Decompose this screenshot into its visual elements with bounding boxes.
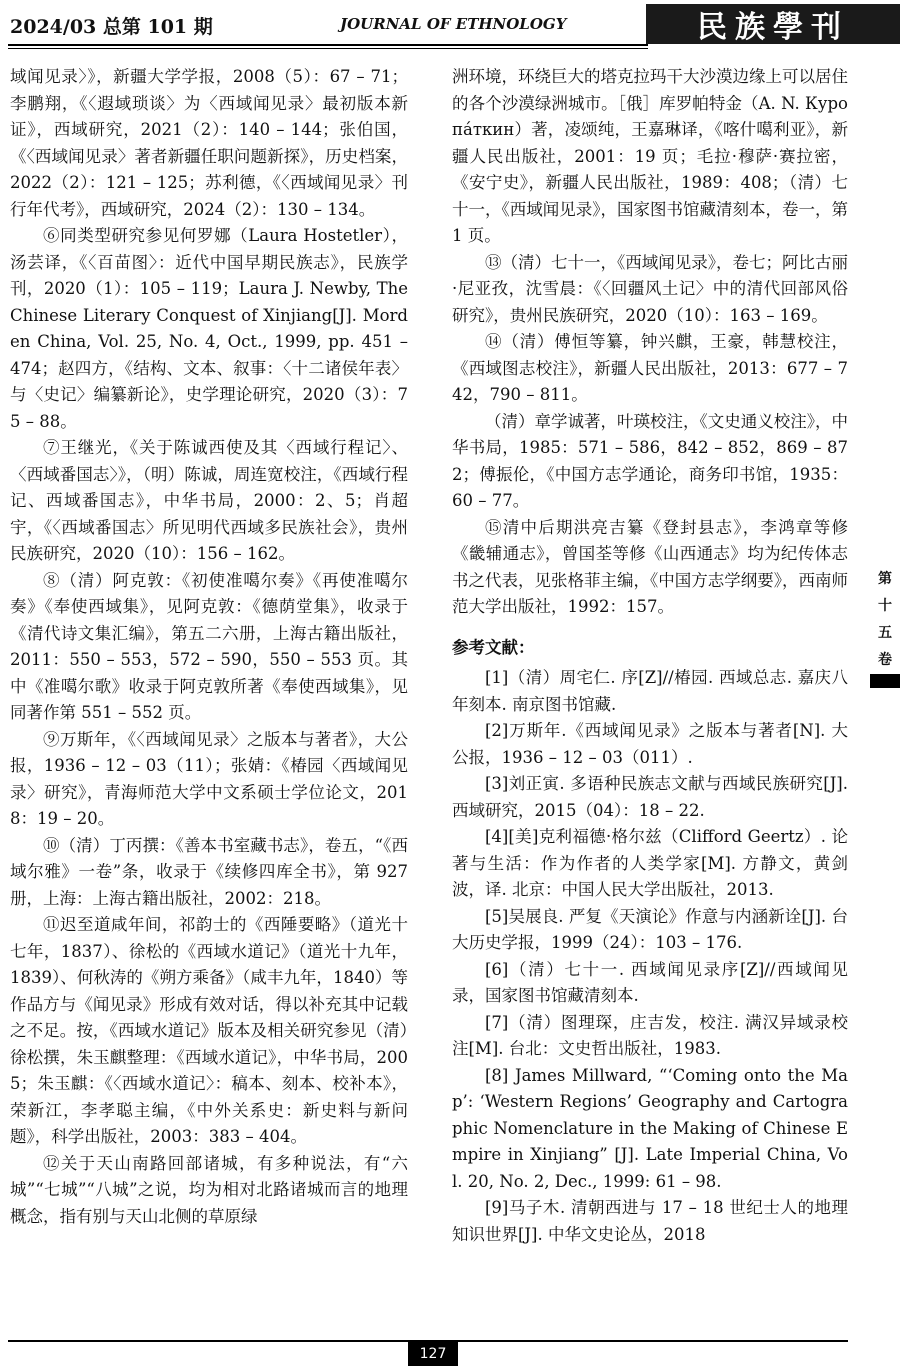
side-tab-bar — [870, 674, 900, 688]
header-rule-thin — [8, 48, 648, 49]
page-number: 127 — [408, 1342, 458, 1366]
reference-item: [5]吴展良. 严复《天演论》作意与内涵新诠[J]. 台大历史学报，1999（24）：103 – 176. — [452, 906, 848, 952]
issue-info: 2024/03 总第 101 期 — [10, 16, 213, 38]
left-column — [10, 64, 408, 1230]
footnote-paragraph: ⑥同类型研究参见何罗娜（Laura Hostetler），汤芸译，《〈百苗图〉：近代中国早期民族志》，民族学刊，2020（1）：105 – 119；Laura J. Newby, The Chinese Literary Conquest of Xinjiang[J]. Morden China, Vol. 25, No. 4, Oct., 1999, pp. 451 – 474；赵四方，《结构、文本、叙事：〈十二诸侯年表〉与〈史记〉编纂新论》，史学理论研究，2020（3）：75 – 88。 — [10, 226, 408, 431]
footnote-paragraph: ⑪迟至道咸年间，祁韵士的《西陲要略》（道光十七年，1837）、徐松的《西域水道记》（道光十九年，1839）、何秋涛的《朔方乘备》（咸丰九年，1840）等作品方与《闻见录》形成有效对话，得以补充其中记载之不足。按，《西域水道记》版本及相关研究参见（清）徐松撰，朱玉麒整理：《西域水道记》，中华书局，2005；朱玉麒：《〈西域水道记〉：稿本、刻本、校补本》，荣新江，李孝聪主编，《中外关系史：新史料与新问题》，科学出版社，2003：383 – 404。 — [10, 915, 408, 1146]
header-rule — [8, 44, 648, 46]
footnote-paragraph: （清）章学诚著，叶瑛校注，《文史通义校注》，中华书局，1985：571 – 586，842 – 852，869 – 872；傅振伦，《中国方志学通论，商务印书馆，1935：60 – 77。 — [452, 411, 848, 510]
footnote-paragraph: ⑬（清）七十一，《西域闻见录》，卷七；阿比古丽·尼亚孜，沈雪晨：《〈回疆风土记〉中的清代回部风俗研究》，贵州民族研究，2020（10）：163 – 169。 — [452, 252, 848, 325]
reference-item: [9]马子木. 清朝西进与 17 – 18 世纪士人的地理知识世界[J]. 中华文史论丛，2018 — [452, 1198, 848, 1244]
reference-item: [3]刘正寅. 多语种民族志文献与西域民族研究[J]. 西域研究，2015（04）：18 – 22. — [452, 774, 848, 820]
side-tab-char: 第 — [878, 571, 892, 587]
footnote-paragraph: ⑮清中后期洪亮吉纂《登封县志》，李鸿章等修《畿辅通志》，曾国荃等修《山西通志》均为纪传体志书之代表，见张格菲主编，《中国方志学纲要》，西南师范大学出版社，1992：157。 — [452, 517, 848, 616]
page-header — [0, 0, 900, 52]
footnote-paragraph: ⑧（清）阿克敦：《初使准噶尔奏》《再使准噶尔奏》《奉使西域集》，见阿克敦：《德荫堂集》，收录于《清代诗文集汇编》，第五二六册，上海古籍出版社，2011：550 – 553，572 – 590，550 – 553 页。其中《准噶尔歌》收录于阿克敦所著《奉使西域集》，见同著作第 551 – 552 页。 — [10, 570, 408, 722]
side-tab-char: 五 — [878, 625, 892, 641]
reference-item: [4][美]克利福德·格尔兹（Clifford Geertz）. 论著与生活：作为作者的人类学家[M]. 方静文，黄剑波，译. 北京：中国人民大学出版社，2013. — [452, 827, 848, 899]
journal-logo: 民族學刊 — [646, 4, 900, 44]
side-tab-char: 卷 — [878, 652, 892, 668]
side-tab-char: 十 — [878, 598, 892, 614]
reference-item: [6]（清）七十一. 西域闻见录序[Z]//西域闻见录，国家图书馆藏清刻本. — [452, 959, 848, 1005]
references-heading: 参考文献： — [452, 637, 535, 657]
footnote-paragraph: 域闻见录〉》，新疆大学学报，2008（5）：67 – 71；李鹏翔，《〈遐域琐谈〉为〈西域闻见录〉最初版本新证》，西域研究，2021（2）：140 – 144；张伯国，《〈西域闻见录〉著者新疆任职问题新探》，历史档案，2022（2）：121 – 125；苏利德，《〈西域闻见录〉刊行年代考》，西域研究，2024（2）：130 – 134。 — [10, 67, 408, 219]
journal-title-en: JOURNAL OF ETHNOLOGY — [340, 15, 567, 33]
reference-item: [2]万斯年.《西域闻见录》之版本与著者[N]. 大公报，1936 – 12 – 03（011）. — [452, 721, 848, 767]
volume-side-tab — [874, 566, 896, 674]
reference-item: [1]（清）周宅仁. 序[Z]//椿园. 西域总志. 嘉庆八年刻本. 南京图书馆藏. — [452, 668, 848, 714]
reference-item: [8] James Millward, “‘Coming onto the Map’: ‘Western Regions’ Geography and Cartographic Nomenclature in the Making of Chinese Empire in Xinjiang” [J]. Late Imperial China, Vol. 20, No. 2, Dec., 1999: 61 – 98. — [452, 1065, 848, 1191]
footnote-paragraph: ⑭（清）傅恒等纂，钟兴麒，王豪，韩慧校注，《西域图志校注》，新疆人民出版社，2013：677 – 742，790 – 811。 — [452, 332, 848, 404]
reference-item: [7]（清）图理琛，庄吉发，校注. 满汉异域录校注[M]. 台北：文史哲出版社，1983. — [452, 1012, 848, 1058]
footnote-paragraph: 洲环境，环绕巨大的塔克拉玛干大沙漠边缘上可以居住的各个沙漠绿洲城市。［俄］库罗帕特金（A. N. Куропáткин）著，凌颂纯，王嘉琳译，《喀什噶利亚》，新疆人民出版社，2001：19 页；毛拉·穆萨·赛拉密，《安宁史》，新疆人民出版社，1989：408；（清）七十一，《西域闻见录》，国家图书馆藏清刻本，卷一，第 1 页。 — [452, 67, 848, 245]
footnote-paragraph: ⑦王继光，《关于陈诚西使及其〈西域行程记〉、〈西域番国志〉》，（明）陈诚，周连宽校注，《西域行程记、西域番国志》，中华书局，2000：2、5；肖超宇，《〈西域番国志〉所见明代西域多民族社会》，贵州民族研究，2020（10）：156 – 162。 — [10, 438, 408, 563]
footnote-paragraph: ⑨万斯年，《〈西域闻见录〉之版本与著者》，大公报，1936 – 12 – 03（11）；张婧：《椿园〈西域闻见录〉研究》，青海师范大学中文系硕士学位论文，2018：19 – 20。 — [10, 729, 408, 828]
footnote-paragraph: ⑩（清）丁丙撰：《善本书室藏书志》，卷五，“《西域尔雅》一卷”条，收录于《续修四库全书》，第 927 册，上海：上海古籍出版社，2002：218。 — [10, 835, 408, 908]
right-column — [452, 64, 848, 1248]
footnote-paragraph: ⑫关于天山南路回部诸城，有多种说法，有“六城”“七城”“八城”之说，均为相对北路诸城而言的地理概念，指有别与天山北侧的草原绿 — [10, 1153, 408, 1226]
